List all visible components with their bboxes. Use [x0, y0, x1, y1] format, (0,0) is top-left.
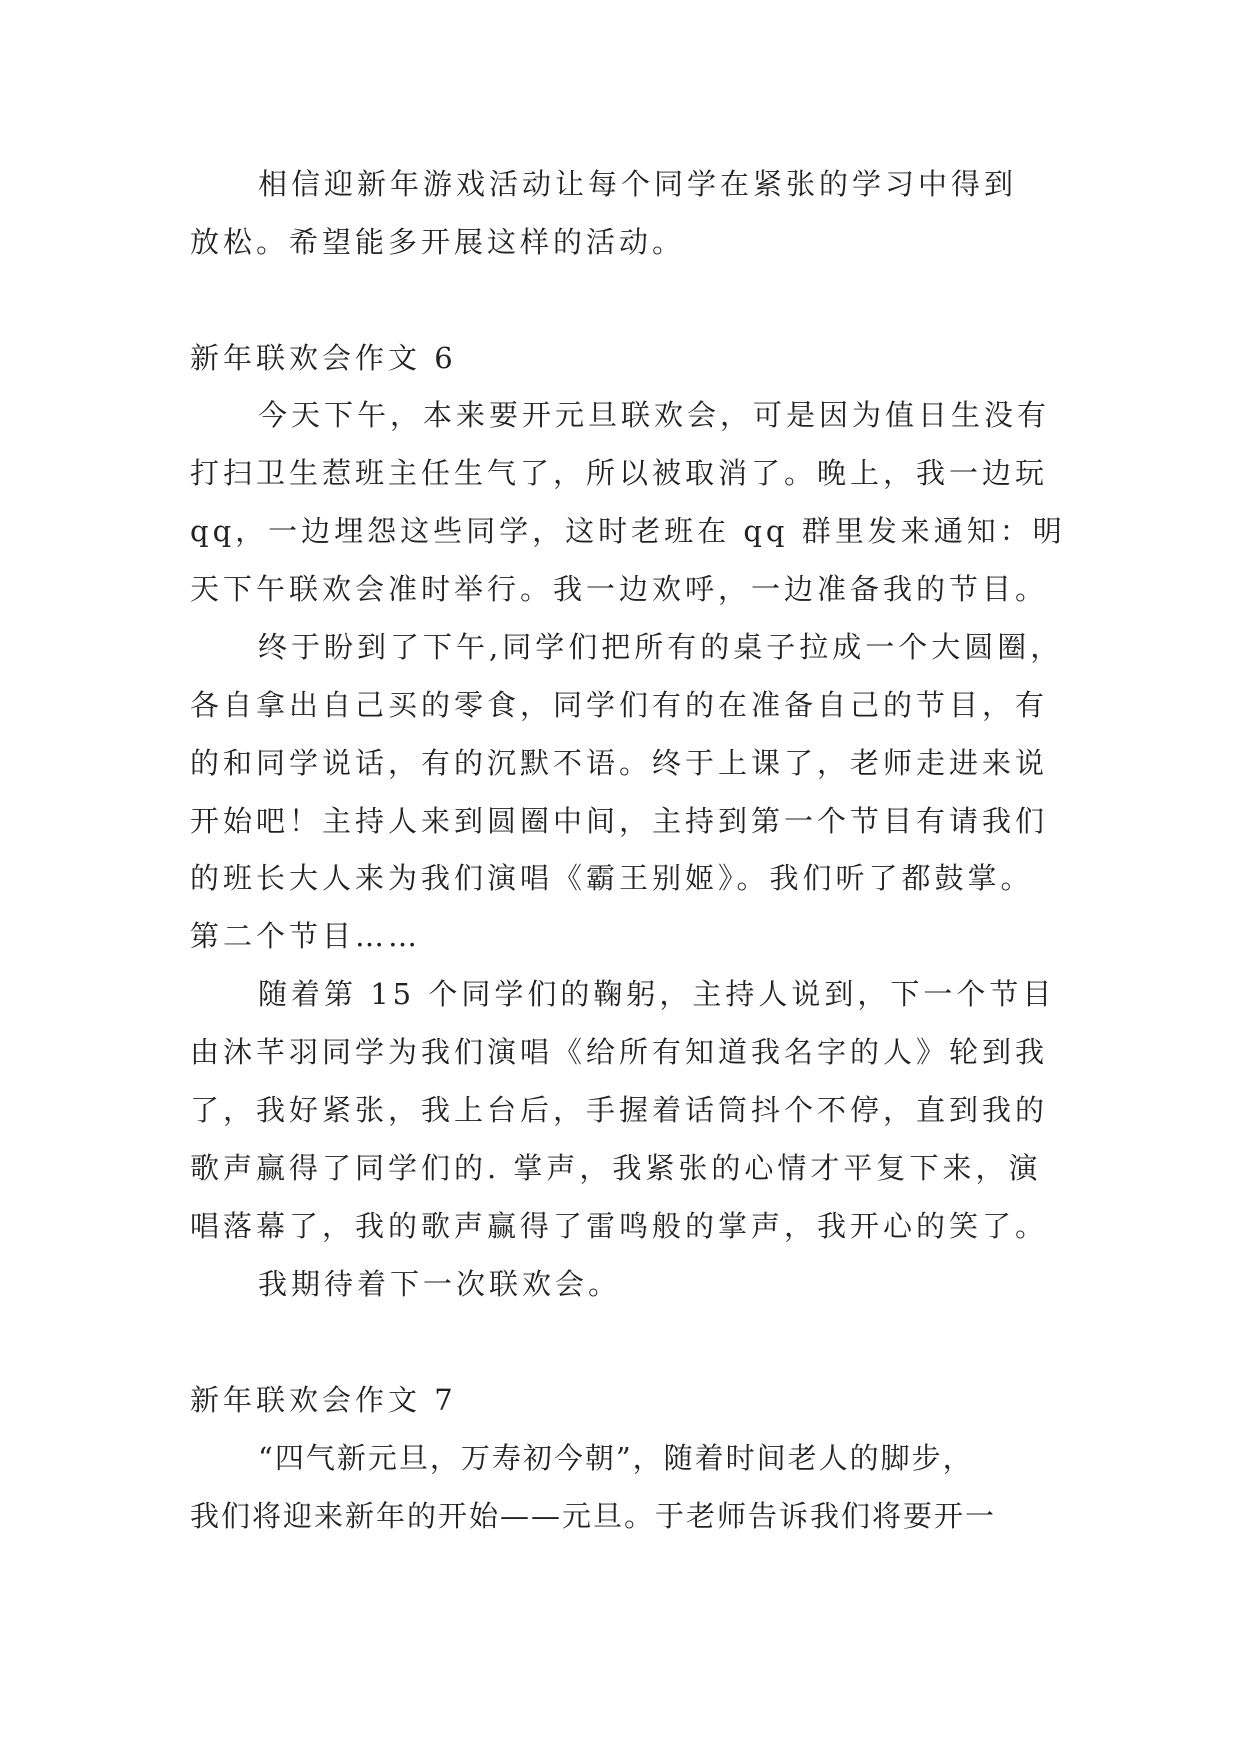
paragraph-line: 终于盼到了下午,同学们把所有的桌子拉成一个大圆圈，	[258, 630, 1064, 664]
paragraph-line: 放松。希望能多开展这样的活动。	[190, 225, 686, 259]
paragraph-line: 歌声赢得了同学们的. 掌声，我紧张的心情才平复下来，演	[190, 1151, 1042, 1185]
paragraph-line: 今天下午，本来要开元旦联欢会，可是因为值日生没有	[258, 398, 1051, 432]
section-heading: 新年联欢会作文 6	[190, 341, 457, 375]
paragraph-line: 各自拿出自己买的零食，同学们有的在准备自己的节目，有	[190, 688, 1049, 722]
paragraph-line: 的班长大人来为我们演唱《霸王别姬》。我们听了都鼓掌。	[190, 861, 1034, 895]
paragraph-line: “四气新元旦，万寿初今朝”，随着时间老人的脚步，	[258, 1441, 974, 1475]
paragraph-line: 我们将迎来新年的开始——元旦。于老师告诉我们将要开一	[190, 1499, 997, 1533]
paragraph-line: 随着第 15 个同学们的鞠躬，主持人说到，下一个节目	[258, 977, 1056, 1011]
paragraph-line: 相信迎新年游戏活动让每个同学在紧张的学习中得到	[258, 167, 1018, 201]
paragraph-line: 了，我好紧张，我上台后，手握着话筒抖个不停，直到我的	[190, 1093, 1049, 1127]
paragraph-line: 的和同学说话，有的沉默不语。终于上课了，老师走进来说	[190, 746, 1049, 780]
paragraph-line: 开始吧！主持人来到圆圈中间，主持到第一个节目有请我们	[190, 804, 1049, 838]
paragraph-line: 天下午联欢会准时举行。我一边欢呼，一边准备我的节目。	[190, 572, 1049, 606]
paragraph-line: 唱落幕了，我的歌声赢得了雷鸣般的掌声，我开心的笑了。	[190, 1209, 1049, 1243]
paragraph-line: 第二个节目……	[190, 919, 422, 953]
paragraph-line: qq，一边埋怨这些同学，这时老班在 qq 群里发来通知：明	[190, 514, 1066, 548]
paragraph-line: 打扫卫生惹班主任生气了，所以被取消了。晚上，我一边玩	[190, 456, 1049, 490]
paragraph-line: 我期待着下一次联欢会。	[258, 1267, 622, 1301]
section-heading: 新年联欢会作文 7	[190, 1383, 457, 1417]
paragraph-line: 由沐芊羽同学为我们演唱《给所有知道我名字的人》轮到我	[190, 1035, 1049, 1069]
